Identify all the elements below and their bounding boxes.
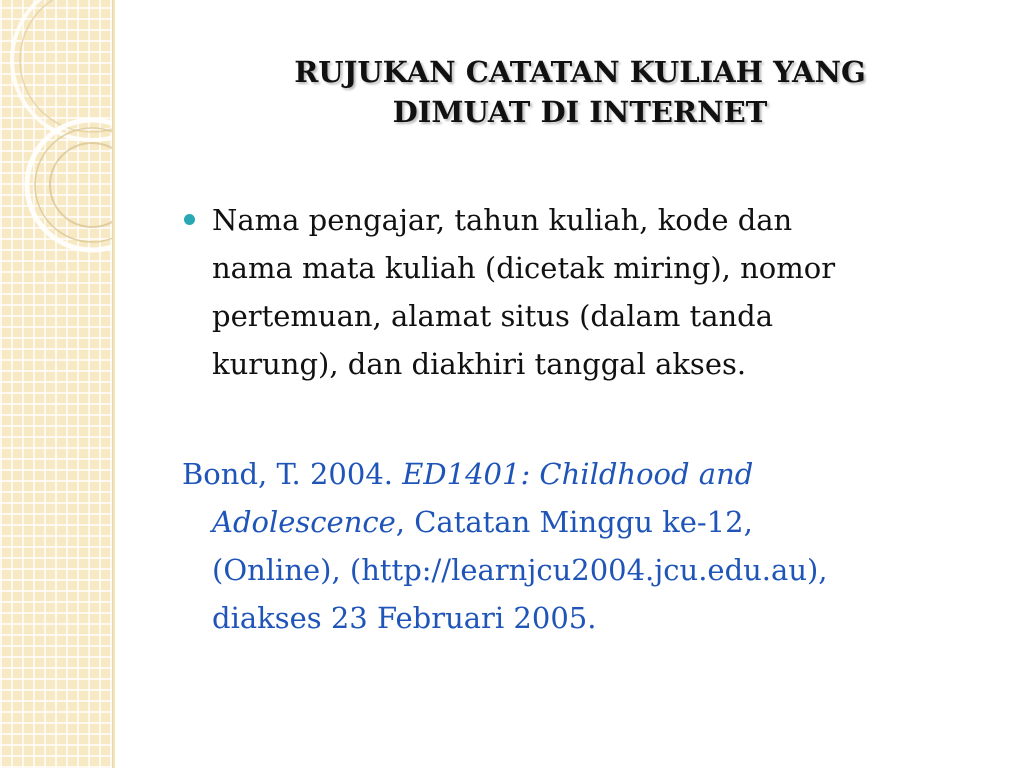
bullet-icon xyxy=(184,214,195,225)
reference-author-year: Bond, T. 2004. xyxy=(182,457,403,491)
bullet-item xyxy=(182,196,992,388)
reference-url-line: (Online), (http://learnjcu2004.jcu.edu.au), xyxy=(212,553,828,587)
title-line-1: RUJUKAN CATATAN KULIAH YANG xyxy=(294,55,866,89)
reference-access-date: diakses 23 Februari 2005. xyxy=(212,601,597,635)
reference-italic-title-1: ED1401: Childhood and xyxy=(402,457,754,491)
bullet-line-2: nama mata kuliah (dicetak miring), nomor xyxy=(212,251,836,285)
side-decorative-panel xyxy=(0,0,112,768)
bullet-list xyxy=(182,196,992,388)
bullet-line-1: Nama pengajar, tahun kuliah, kode dan xyxy=(212,203,793,237)
reference-example xyxy=(182,450,1024,642)
reference-italic-title-2: Adolescence xyxy=(212,505,396,539)
title-line-2: DIMUAT DI INTERNET xyxy=(392,95,768,129)
bullet-line-4: kurung), dan diakhiri tanggal akses. xyxy=(212,347,747,381)
bullet-line-3: pertemuan, alamat situs (dalam tanda xyxy=(212,299,774,333)
side-panel-edge xyxy=(112,0,115,768)
reference-after-title: , Catatan Minggu ke-12, xyxy=(395,505,753,539)
decorative-rings-icon xyxy=(0,0,112,768)
slide-title xyxy=(160,52,1000,132)
